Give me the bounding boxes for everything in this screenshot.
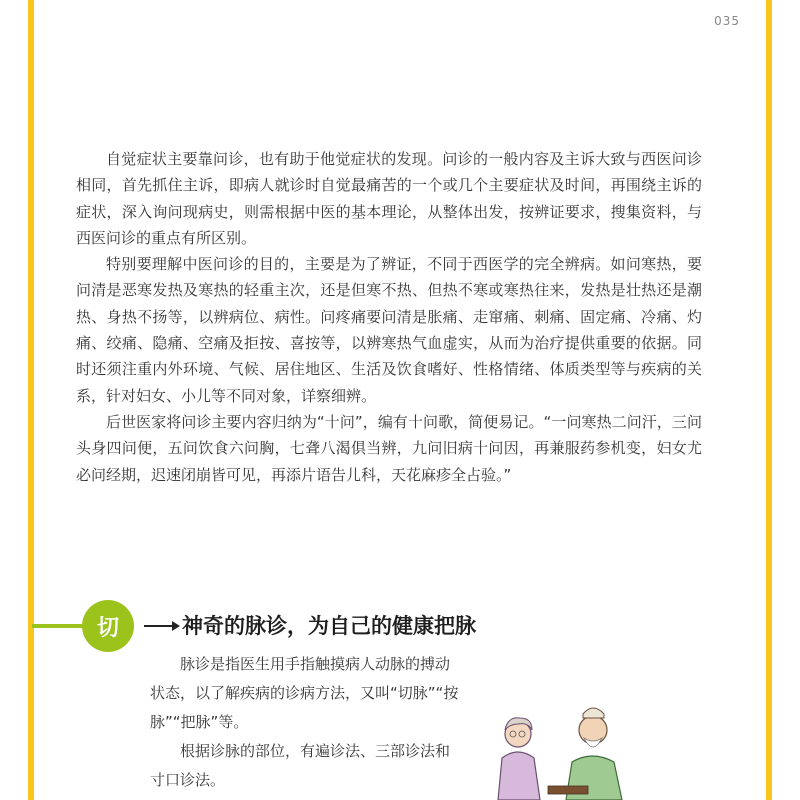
section-badge: 切 bbox=[82, 600, 134, 652]
paragraph: 自觉症状主要靠问诊，也有助于他觉症状的发现。问诊的一般内容及主诉大致与西医问诊相同，首先抓住主诉，即病人就诊时自觉最痛苦的一个或几个主要症状及时间，再围绕主诉的症状，深入询问现病史，则需根据中医的基本理论，从整体出发，按辨证要求，搜集资料，与西医问诊的重点有所区别。 bbox=[76, 150, 702, 247]
paragraph: 特别要理解中医问诊的目的，主要是为了辨证，不同于西医学的完全辨病。如问寒热，要问清是恶寒发热及寒热的轻重主次，还是但寒不热、但热不寒或寒热往来，发热是壮热还是潮热、身热不扬等，以辨病位、病性。问疼痛要问清是胀痛、走窜痛、刺痛、固定痛、冷痛、灼痛、绞痛、隐痛、空痛及拒按、喜按等，以辨寒热气血虚实，从而为治疗提供重要的依据。同时还须注重内外环境、气候、居住地区、生活及饮食嗜好、性格情绪、体质类型等与疾病的关系，针对妇女、小儿等不同对象，详察细辨。 bbox=[76, 255, 702, 405]
doctor-patient-illustration bbox=[488, 700, 668, 800]
section-text bbox=[150, 650, 460, 795]
paragraph: 脉诊是指医生用手指触摸病人动脉的搏动状态，以了解疾病的诊病方法，又叫“切脉”“按脉”“把脉”等。 bbox=[150, 655, 459, 731]
arrow-right-icon bbox=[142, 616, 182, 636]
doctor-figure bbox=[548, 708, 622, 800]
section-title: 神奇的脉诊，为自己的健康把脉 bbox=[182, 614, 476, 638]
page-border-right bbox=[766, 0, 772, 800]
badge-connector bbox=[32, 624, 84, 628]
patient-figure bbox=[498, 718, 540, 800]
page-border-left bbox=[28, 0, 34, 800]
page-number: 035 bbox=[714, 14, 740, 28]
body-text bbox=[76, 146, 702, 488]
paragraph: 后世医家将问诊主要内容归纳为“十问”，编有十问歌，简便易记。“一问寒热二问汗，三问头身四问便，五问饮食六问胸，七聋八渴俱当辨，九问旧病十问因，再兼服药参机变，妇女尤必问经期，迟速闭崩皆可见，再添片语告儿科，天花麻疹全占验。” bbox=[76, 412, 702, 484]
paragraph: 根据诊脉的部位，有遍诊法、三部诊法和寸口诊法。 bbox=[150, 742, 451, 789]
